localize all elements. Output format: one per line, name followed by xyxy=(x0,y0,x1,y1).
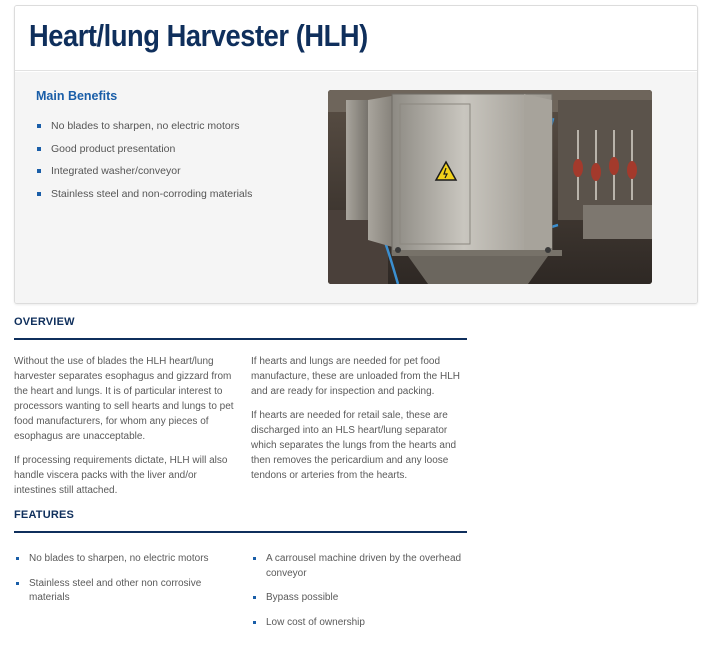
overview-paragraph: If hearts and lungs are needed for pet food manufacture, these are unloaded from the HLH and are ready for inspection and packing. xyxy=(251,356,461,397)
feature-item: Stainless steel and other non corrosive materials xyxy=(15,577,220,606)
benefits-heading: Main Benefits xyxy=(36,89,118,103)
benefit-item: Integrated washer/conveyor xyxy=(37,164,252,187)
overview-column-2 xyxy=(251,354,467,492)
feature-item: Bypass possible xyxy=(252,591,467,606)
overview-rule xyxy=(14,338,467,340)
product-card xyxy=(14,5,698,304)
overview-paragraph: Without the use of blades the HLH heart/lung harvester separates esophagus and gizzard from the heart and lungs. It is of particular interest to processors wanting to sell hearts and lungs to pet food manufacturers, for whom any pieces of esophagus are unacceptable. xyxy=(14,356,234,442)
card-header xyxy=(15,6,697,71)
overview-paragraph: If processing requirements dictate, HLH will also handle viscera packs with the liver and/or intestines still attached. xyxy=(14,455,228,496)
features-list-2 xyxy=(252,552,467,640)
overview-column-1 xyxy=(14,354,239,507)
overview-heading: OVERVIEW xyxy=(14,316,75,328)
machine-illustration xyxy=(328,90,652,284)
features-heading: FEATURES xyxy=(14,509,75,521)
overview-paragraph: If hearts are needed for retail sale, these are discharged into an HLS heart/lung separator which separates the lungs from the hearts and then removes the pericardium and any loose tendons or arteries from the hearts. xyxy=(251,410,457,481)
features-rule xyxy=(14,531,467,533)
benefit-item: Stainless steel and non-corroding materials xyxy=(37,187,252,210)
page-title: Heart/lung Harvester (HLH) xyxy=(29,18,368,53)
benefit-item: Good product presentation xyxy=(37,142,252,165)
features-list-1 xyxy=(15,552,220,616)
benefits-list xyxy=(37,119,252,209)
feature-item: A carrousel machine driven by the overhead conveyor xyxy=(252,552,467,581)
benefits-panel xyxy=(15,72,697,303)
feature-item: No blades to sharpen, no electric motors xyxy=(15,552,220,567)
benefit-item: No blades to sharpen, no electric motors xyxy=(37,119,252,142)
feature-item: Low cost of ownership xyxy=(252,616,467,631)
product-photo xyxy=(328,90,652,284)
